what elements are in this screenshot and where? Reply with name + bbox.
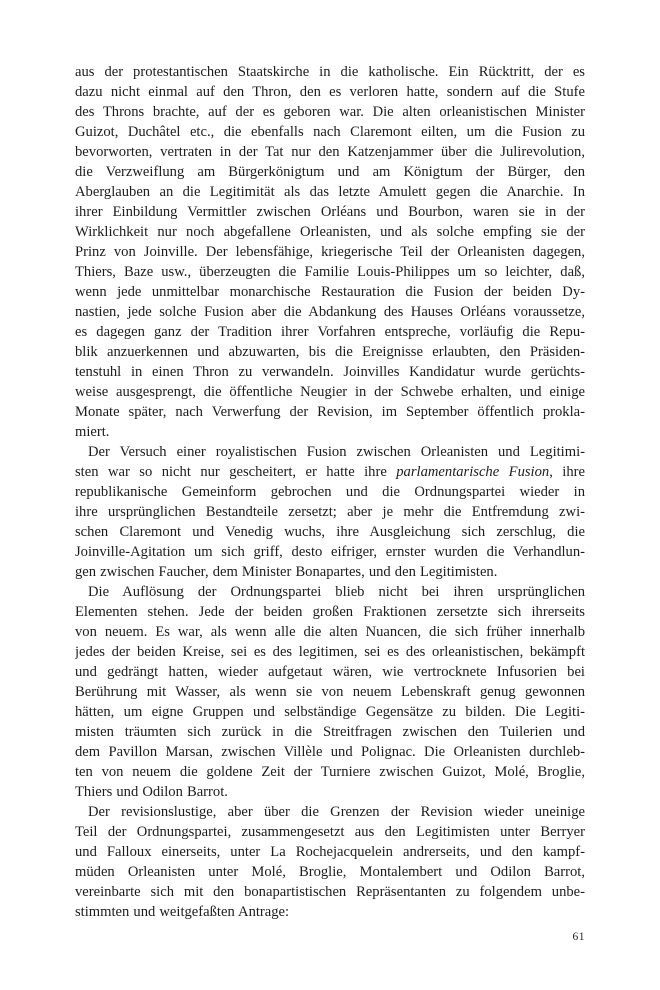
text-segment: sten war so nicht nur gescheitert, er hatte ihre [75,464,397,480]
text-line [75,562,585,582]
text-segment: blik anzuerkennen und abzuwarten, bis die Ereignisse erlaubten, den Präsiden- [75,344,585,360]
text-line [75,802,585,822]
text-segment: Guizot, Duchâtel etc., die ebenfalls nach Claremont eilten, um die Fusion zu [75,124,585,140]
text-block [75,62,585,922]
text-segment: des Throns brachte, auf der es geboren war. Die alten orleanistischen Minister [75,104,585,120]
text-line [75,822,585,842]
text-segment: dem Pavillon Marsan, zwischen Villèle und Polignac. Die Orleanisten durchleb- [75,744,585,760]
text-segment: Wirklichkeit nur noch abgefallene Orleanisten, und als solche empfing sie der [75,224,585,240]
paragraph [75,442,585,582]
text-segment: stimmten und weitgefaßten Antrage: [75,904,290,920]
text-line [75,762,585,782]
text-segment: jedes der beiden Kreise, sei es des legitimen, sei es des orleanistischen, bekämpft [75,644,585,660]
text-segment: ihre ursprünglichen Bestandteile zersetzt; aber je mehr die Entfremdung zwi- [75,504,585,520]
text-line [75,182,585,202]
text-line [75,722,585,742]
page-number: 61 [572,931,585,943]
text-line [75,502,585,522]
text-line [75,262,585,282]
text-line [75,322,585,342]
text-line [75,742,585,762]
text-line [75,62,585,82]
text-segment: Joinville-Agitation um sich griff, desto eifriger, ernster wurden die Verhandlun- [75,544,585,560]
text-segment: Elementen stehen. Jede der beiden großen Fraktionen zersetzte sich ihrerseits [75,604,585,620]
text-segment: gen zwischen Faucher, dem Minister Bonapartes, und den Legitimisten. [75,564,498,580]
text-line [75,382,585,402]
text-segment: miert. [75,424,110,440]
text-line [75,402,585,422]
text-line [75,782,585,802]
text-line [75,342,585,362]
text-line [75,882,585,902]
text-line [75,522,585,542]
text-segment: von neuem. Es war, als wenn alle die alten Nuancen, die sich früher innerhalb [75,624,585,640]
text-line [75,302,585,322]
paragraph [75,62,585,442]
text-segment: Teil der Ordnungspartei, zusammengesetzt aus den Legitimisten unter Berryer [75,824,585,840]
text-line [75,622,585,642]
text-segment: misten träumten sich zurück in die Streitfragen zwischen den Tuilerien und [75,724,585,740]
text-segment: wenn jede unmittelbar monarchische Restauration die Fusion der beiden Dy- [75,284,585,300]
text-segment: Der Versuch einer royalistischen Fusion zwischen Orleanisten und Legitimi- [88,444,585,460]
text-line [75,422,585,442]
text-line [75,862,585,882]
text-line [75,362,585,382]
text-line [75,442,585,462]
text-line [75,542,585,562]
text-segment: Prinz von Joinville. Der lebensfähige, kriegerische Teil der Orleanisten dagegen, [75,244,585,260]
text-line [75,482,585,502]
text-line [75,102,585,122]
text-segment: Monate später, nach Verwerfung der Revision, im September öffentlich prokla- [75,404,585,420]
text-segment: republikanische Gemeinform gebrochen und die Ordnungspartei wieder in [75,484,585,500]
text-line [75,682,585,702]
text-line [75,702,585,722]
text-segment: aus der protestantischen Staatskirche in die katholische. Ein Rücktritt, der es [75,64,585,80]
text-segment: hätten, um eigne Gruppen und selbständige Gegensätze zu bilden. Die Legiti- [75,704,585,720]
text-line [75,602,585,622]
text-segment: schen Claremont und Venedig wuchs, ihre Ausgleichung sich zerschlug, die [75,524,585,540]
text-line [75,462,585,482]
text-segment: es dagegen ganz der Tradition ihrer Vorfahren entspreche, vorläufig die Repu- [75,324,585,340]
emphasis-text: parlamentarische Fusion [396,464,550,480]
text-line [75,82,585,102]
text-line [75,662,585,682]
paragraph [75,802,585,922]
text-line [75,582,585,602]
text-segment: tenstuhl in einen Thron zu verwandeln. Joinvilles Kandidatur wurde gerüchts- [75,364,585,380]
text-segment: ten von neuem die goldene Zeit der Turniere zwischen Guizot, Molé, Broglie, [75,764,585,780]
text-segment: Thiers, Baze usw., überzeugten die Familie Louis-Philippes um so leichter, daß, [75,264,585,280]
text-segment: ihrer Einbildung Vermittler zwischen Orléans und Bourbon, waren sie in der [75,204,585,220]
text-segment: dazu nicht einmal auf den Thron, den es verloren hatte, sondern auf die Stufe [75,84,585,100]
text-segment: Der revisionslustige, aber über die Grenzen der Revision wieder uneinige [88,804,585,820]
text-line [75,842,585,862]
text-line [75,202,585,222]
text-line [75,222,585,242]
text-line [75,642,585,662]
text-segment: bevorworten, vertraten in der Tat nur den Katzenjammer über die Julirevolution, [75,144,585,160]
text-line [75,162,585,182]
text-segment: und Falloux einerseits, unter La Rochejacquelein andrerseits, und den kampf- [75,844,585,860]
text-segment: Aberglauben an die Legitimität als das letzte Amulett gegen die Anarchie. In [75,184,585,200]
paragraph [75,582,585,802]
text-segment: die Verzweiflung am Bürgerkönigtum und am Königtum der Bürger, den [75,164,585,180]
text-line [75,282,585,302]
text-segment: und gedrängt hatten, wieder aufgetaut wären, wie vertrocknete Infusorien bei [75,664,585,680]
text-line [75,902,585,922]
text-segment: vereinbarte sich mit den bonapartistischen Repräsentanten zu folgendem unbe- [75,884,585,900]
text-segment: weise ausgesprengt, die öffentliche Neugier in der Schwebe erhalten, und einige [75,384,585,400]
text-line [75,122,585,142]
text-segment: Berührung mit Wasser, als wenn sie von neuem Lebenskraft genug gewonnen [75,684,585,700]
text-line [75,142,585,162]
text-segment: Thiers und Odilon Barrot. [75,784,228,800]
text-segment: nastien, jede solche Fusion aber die Abdankung des Hauses Orléans voraussetze, [75,304,585,320]
text-segment: , ihre [549,464,585,480]
text-segment: Die Auflösung der Ordnungspartei blieb nicht bei ihren ursprünglichen [88,584,585,600]
text-segment: müden Orleanisten unter Molé, Broglie, Montalembert und Odilon Barrot, [75,864,585,880]
text-line [75,242,585,262]
